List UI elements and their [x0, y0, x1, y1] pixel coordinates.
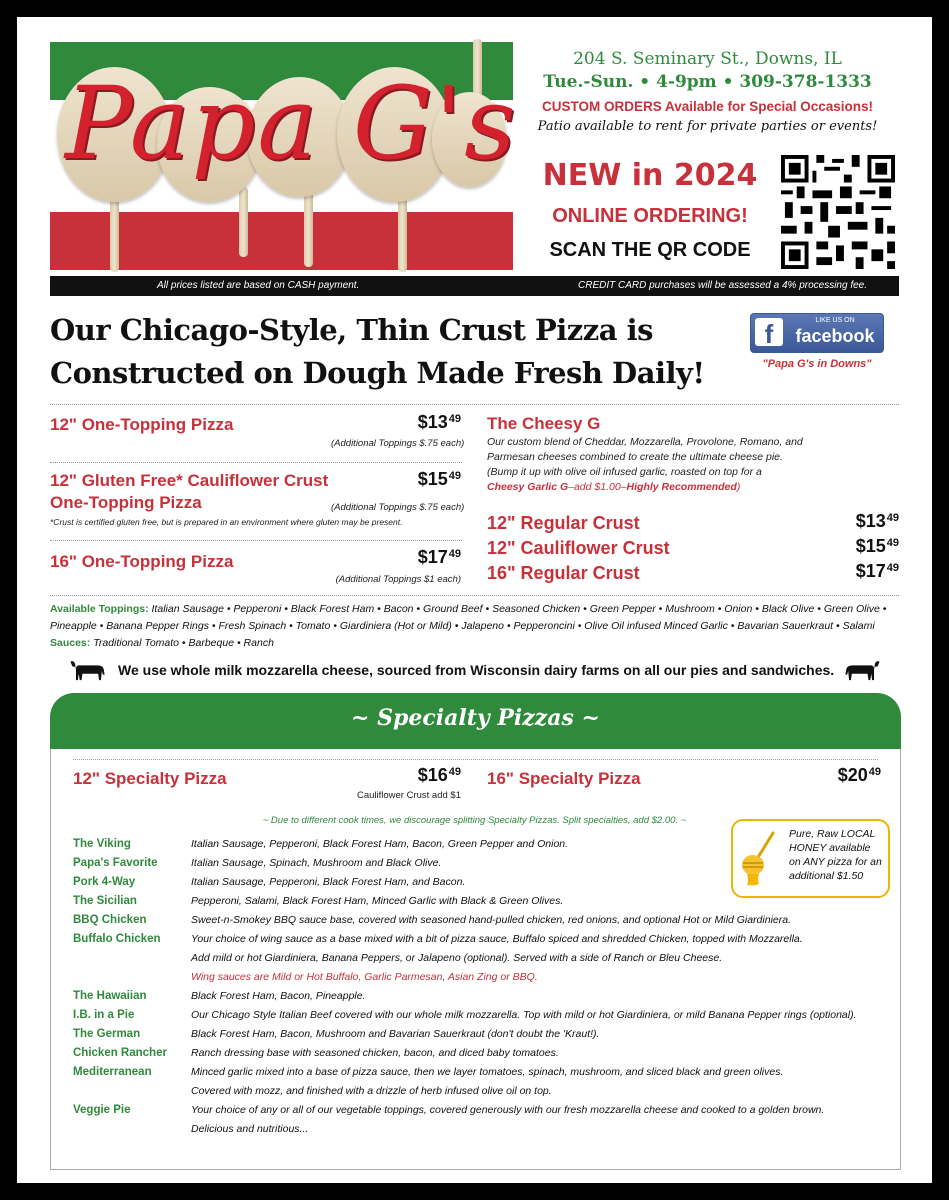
list-item: Buffalo Chicken: [73, 933, 161, 945]
custom-orders: CUSTOM ORDERS Available for Special Occasions!: [541, 99, 874, 114]
list-item-desc: Italian Sausage, Pepperoni, Black Forest Ham, Bacon, Green Pepper and Onion.: [191, 838, 569, 850]
price-cheesy-16-regular: $\$17^{49}$: [855, 561, 899, 581]
facebook-like-button[interactable]: [750, 313, 884, 353]
header-red-band: [50, 212, 513, 270]
list-item: The German: [73, 1028, 141, 1040]
specialty-12-price: $\$16^{49}$: [417, 765, 461, 785]
scan-qr: SCAN THE QR CODE: [549, 239, 751, 261]
mozzarella-note: We use whole milk mozzarella cheese, sourced from Wisconsin dairy farms on all our pies and sandwiches.: [118, 662, 835, 678]
sauces-list: Traditional Tomato • Barbeque • Ranch: [93, 637, 274, 649]
divider: [50, 404, 899, 405]
note-12-gluten-free: (Additional Toppings $.75 each): [331, 502, 465, 513]
list-item-desc: Our Chicago Style Italian Beef covered with our whole milk mozzarella. Top with mild or hot Giardiniera, or mild Banana Pepper rings (optional).: [191, 1009, 857, 1021]
list-item: Veggie Pie: [73, 1104, 131, 1116]
list-item: I.B. in a Pie: [73, 1009, 135, 1021]
list-item: Mediterranean: [73, 1066, 152, 1078]
item-12-gluten-free: 12" Gluten Free* Cauliflower Crust: [50, 471, 329, 490]
price-12-gluten-free: $\$15^{49}$: [417, 469, 461, 489]
wing-sauce-note: Wing sauces are Mild or Hot Buffalo, Garlic Parmesan, Asian Zing or BBQ.: [191, 971, 538, 983]
cheesy-size-12-cauliflower: 12" Cauliflower Crust: [487, 538, 670, 558]
list-item-desc: Pepperoni, Salami, Black Forest Ham, Minced Garlic with Black & Green Olives.: [191, 895, 564, 907]
specialty-12-name: 12" Specialty Pizza: [73, 769, 227, 788]
list-item: Papa's Favorite: [73, 857, 158, 869]
list-item: The Sicilian: [73, 895, 137, 907]
toppings-label: Available Toppings:: [50, 603, 149, 615]
toppings-list: [50, 601, 910, 652]
specialty-banner: [50, 693, 901, 749]
list-item-desc: Add mild or hot Giardiniera, Banana Peppers, or Jalapeno (optional). Served with a side of Ranch or Bleu Cheese.: [191, 952, 723, 964]
toppings-line1: Italian Sausage • Pepperoni • Black Forest Ham • Bacon • Ground Beef • Seasoned Chicken • Green Pepper • Mushroom • Onion • Black Olive • Green Olive •: [151, 603, 887, 615]
list-item-desc: Italian Sausage, Pepperoni, Black Forest Ham, and Bacon.: [191, 876, 466, 888]
price-16-one-topping: $\$17^{49}$: [417, 547, 461, 567]
facebook-icon: f: [755, 318, 783, 346]
list-item-desc: Black Forest Ham, Bacon, Mushroom and Bavarian Sauerkraut (don't doubt the 'Kraut!).: [191, 1028, 600, 1040]
list-item: Chicken Rancher: [73, 1047, 167, 1059]
item-16-one-topping: 16" One-Topping Pizza: [50, 552, 234, 571]
cheesy-size-12-regular: 12" Regular Crust: [487, 513, 640, 533]
specialty-16-name: 16" Specialty Pizza: [487, 769, 641, 788]
price-cheesy-12-cauliflower: $\$15^{49}$: [855, 536, 899, 556]
cash-note: All prices listed are based on CASH payment.: [157, 280, 360, 291]
qr-code-icon[interactable]: [781, 155, 895, 269]
list-item-desc: Your choice of any or all of our vegetable toppings, covered generously with our fresh mozzarella cheese and cooked to a golden brown.: [191, 1104, 825, 1116]
payment-bar: [50, 276, 899, 296]
list-item-desc: Minced garlic mixed into a base of pizza sauce, then we layer tomatoes, spinach, mushroom, and sliced black and green olives.: [191, 1066, 784, 1078]
divider: [50, 595, 899, 596]
sauces-label: Sauces:: [50, 637, 91, 649]
address: 204 S. Seminary St., Downs, IL: [573, 49, 842, 69]
cow-icon: [843, 658, 881, 682]
list-item: BBQ Chicken: [73, 914, 147, 926]
headline-line2: Constructed on Dough Made Fresh Daily!: [50, 356, 705, 390]
list-item-desc: Your choice of wing sauce as a base mixed with a bit of pizza sauce, Buffalo spiced and shredded Chicken, topped with Mozzarella.: [191, 933, 803, 945]
price-cheesy-12-regular: $\$13^{49}$: [855, 511, 899, 531]
honey-callout: [731, 819, 890, 898]
specialty-12-note: Cauliflower Crust add $1: [356, 790, 461, 801]
cow-icon: [69, 658, 107, 682]
honey-text: Pure, Raw LOCAL HONEY available on ANY pizza for an additional $1.50: [789, 828, 882, 882]
facebook-like-label: LIKE US ON: [815, 317, 855, 324]
list-item-desc: Delicious and nutritious...: [191, 1123, 309, 1135]
list-item-desc: Sweet-n-Smokey BBQ sauce base, covered with seasoned hand-pulled chicken, red onions, and optional Hot or Mild Giardiniera.: [191, 914, 791, 926]
cheesy-g-desc2: Parmesan cheeses combined to create the ultimate cheese pie.: [487, 451, 783, 463]
note-16-one-topping: (Additional Toppings $1 each): [335, 574, 461, 585]
credit-note: CREDIT CARD purchases will be assessed a 4% processing fee.: [578, 280, 868, 291]
headline-line1: Our Chicago-Style, Thin Crust Pizza is: [50, 313, 653, 347]
brand-logo: Papa G's: [65, 65, 518, 182]
toppings-line2: Pineapple • Banana Pepper Rings • Fresh Spinach • Tomato • Giardiniera (Hot or Mild) • Jalapeno • Pepperoncini • Olive Oil infused Minced Garlic • Bavarian Sauerkraut • Salami: [50, 620, 875, 632]
list-item: Pork 4-Way: [73, 876, 136, 888]
divider: [73, 759, 878, 760]
honey-dipper-icon: [737, 829, 777, 887]
cheesy-g-desc4: Cheesy Garlic G–add $1.00–Highly Recommended): [487, 481, 741, 493]
new-2024: NEW in 2024: [542, 158, 758, 193]
cheesy-g-desc1: Our custom blend of Cheddar, Mozzarella, Provolone, Romano, and: [487, 436, 803, 448]
list-item-desc: Italian Sausage, Spinach, Mushroom and Black Olive.: [191, 857, 442, 869]
list-item-desc: Ranch dressing base with seasoned chicken, bacon, and diced baby tomatoes.: [191, 1047, 559, 1059]
list-item-desc: Black Forest Ham, Bacon, Pineapple.: [191, 990, 366, 1002]
cheesy-g-title: The Cheesy G: [487, 414, 601, 433]
facebook-wordmark: facebook: [795, 326, 875, 346]
item-12-one-topping: 12" One-Topping Pizza: [50, 415, 234, 434]
item-12-gluten-free-line2: One-Topping Pizza: [50, 493, 202, 512]
facebook-caption: "Papa G's in Downs": [762, 358, 872, 370]
split-note: ~ Due to different cook times, we discourage splitting Specialty Pizzas. Split specialties, add $2.00. ~: [262, 815, 687, 826]
price-12-one-topping: $\$13^{49}$: [417, 412, 461, 432]
list-item: The Hawaiian: [73, 990, 147, 1002]
list-item-desc: Covered with mozz, and finished with a drizzle of herb infused olive oil on top.: [191, 1085, 552, 1097]
divider: [50, 462, 462, 463]
online-ordering: ONLINE ORDERING!: [552, 205, 748, 227]
divider: [50, 540, 462, 541]
menu-page: [17, 17, 932, 1183]
specialty-16-price: $\$20^{49}$: [837, 765, 881, 785]
note-12-one-topping: (Additional Toppings $.75 each): [331, 438, 465, 449]
specialty-title: ~ Specialty Pizzas ~: [351, 705, 600, 731]
patio-note: Patio available to rent for private parties or events!: [537, 119, 878, 134]
cheesy-g-desc3: (Bump it up with olive oil infused garlic, roasted on top for a: [487, 466, 762, 478]
gluten-footnote: *Crust is certified gluten free, but is prepared in an environment where gluten may be present.: [50, 517, 403, 527]
cheesy-size-16-regular: 16" Regular Crust: [487, 563, 640, 583]
hours-phone: Tue.-Sun. • 4-9pm • 309-378-1333: [543, 72, 872, 92]
list-item: The Viking: [73, 838, 131, 850]
